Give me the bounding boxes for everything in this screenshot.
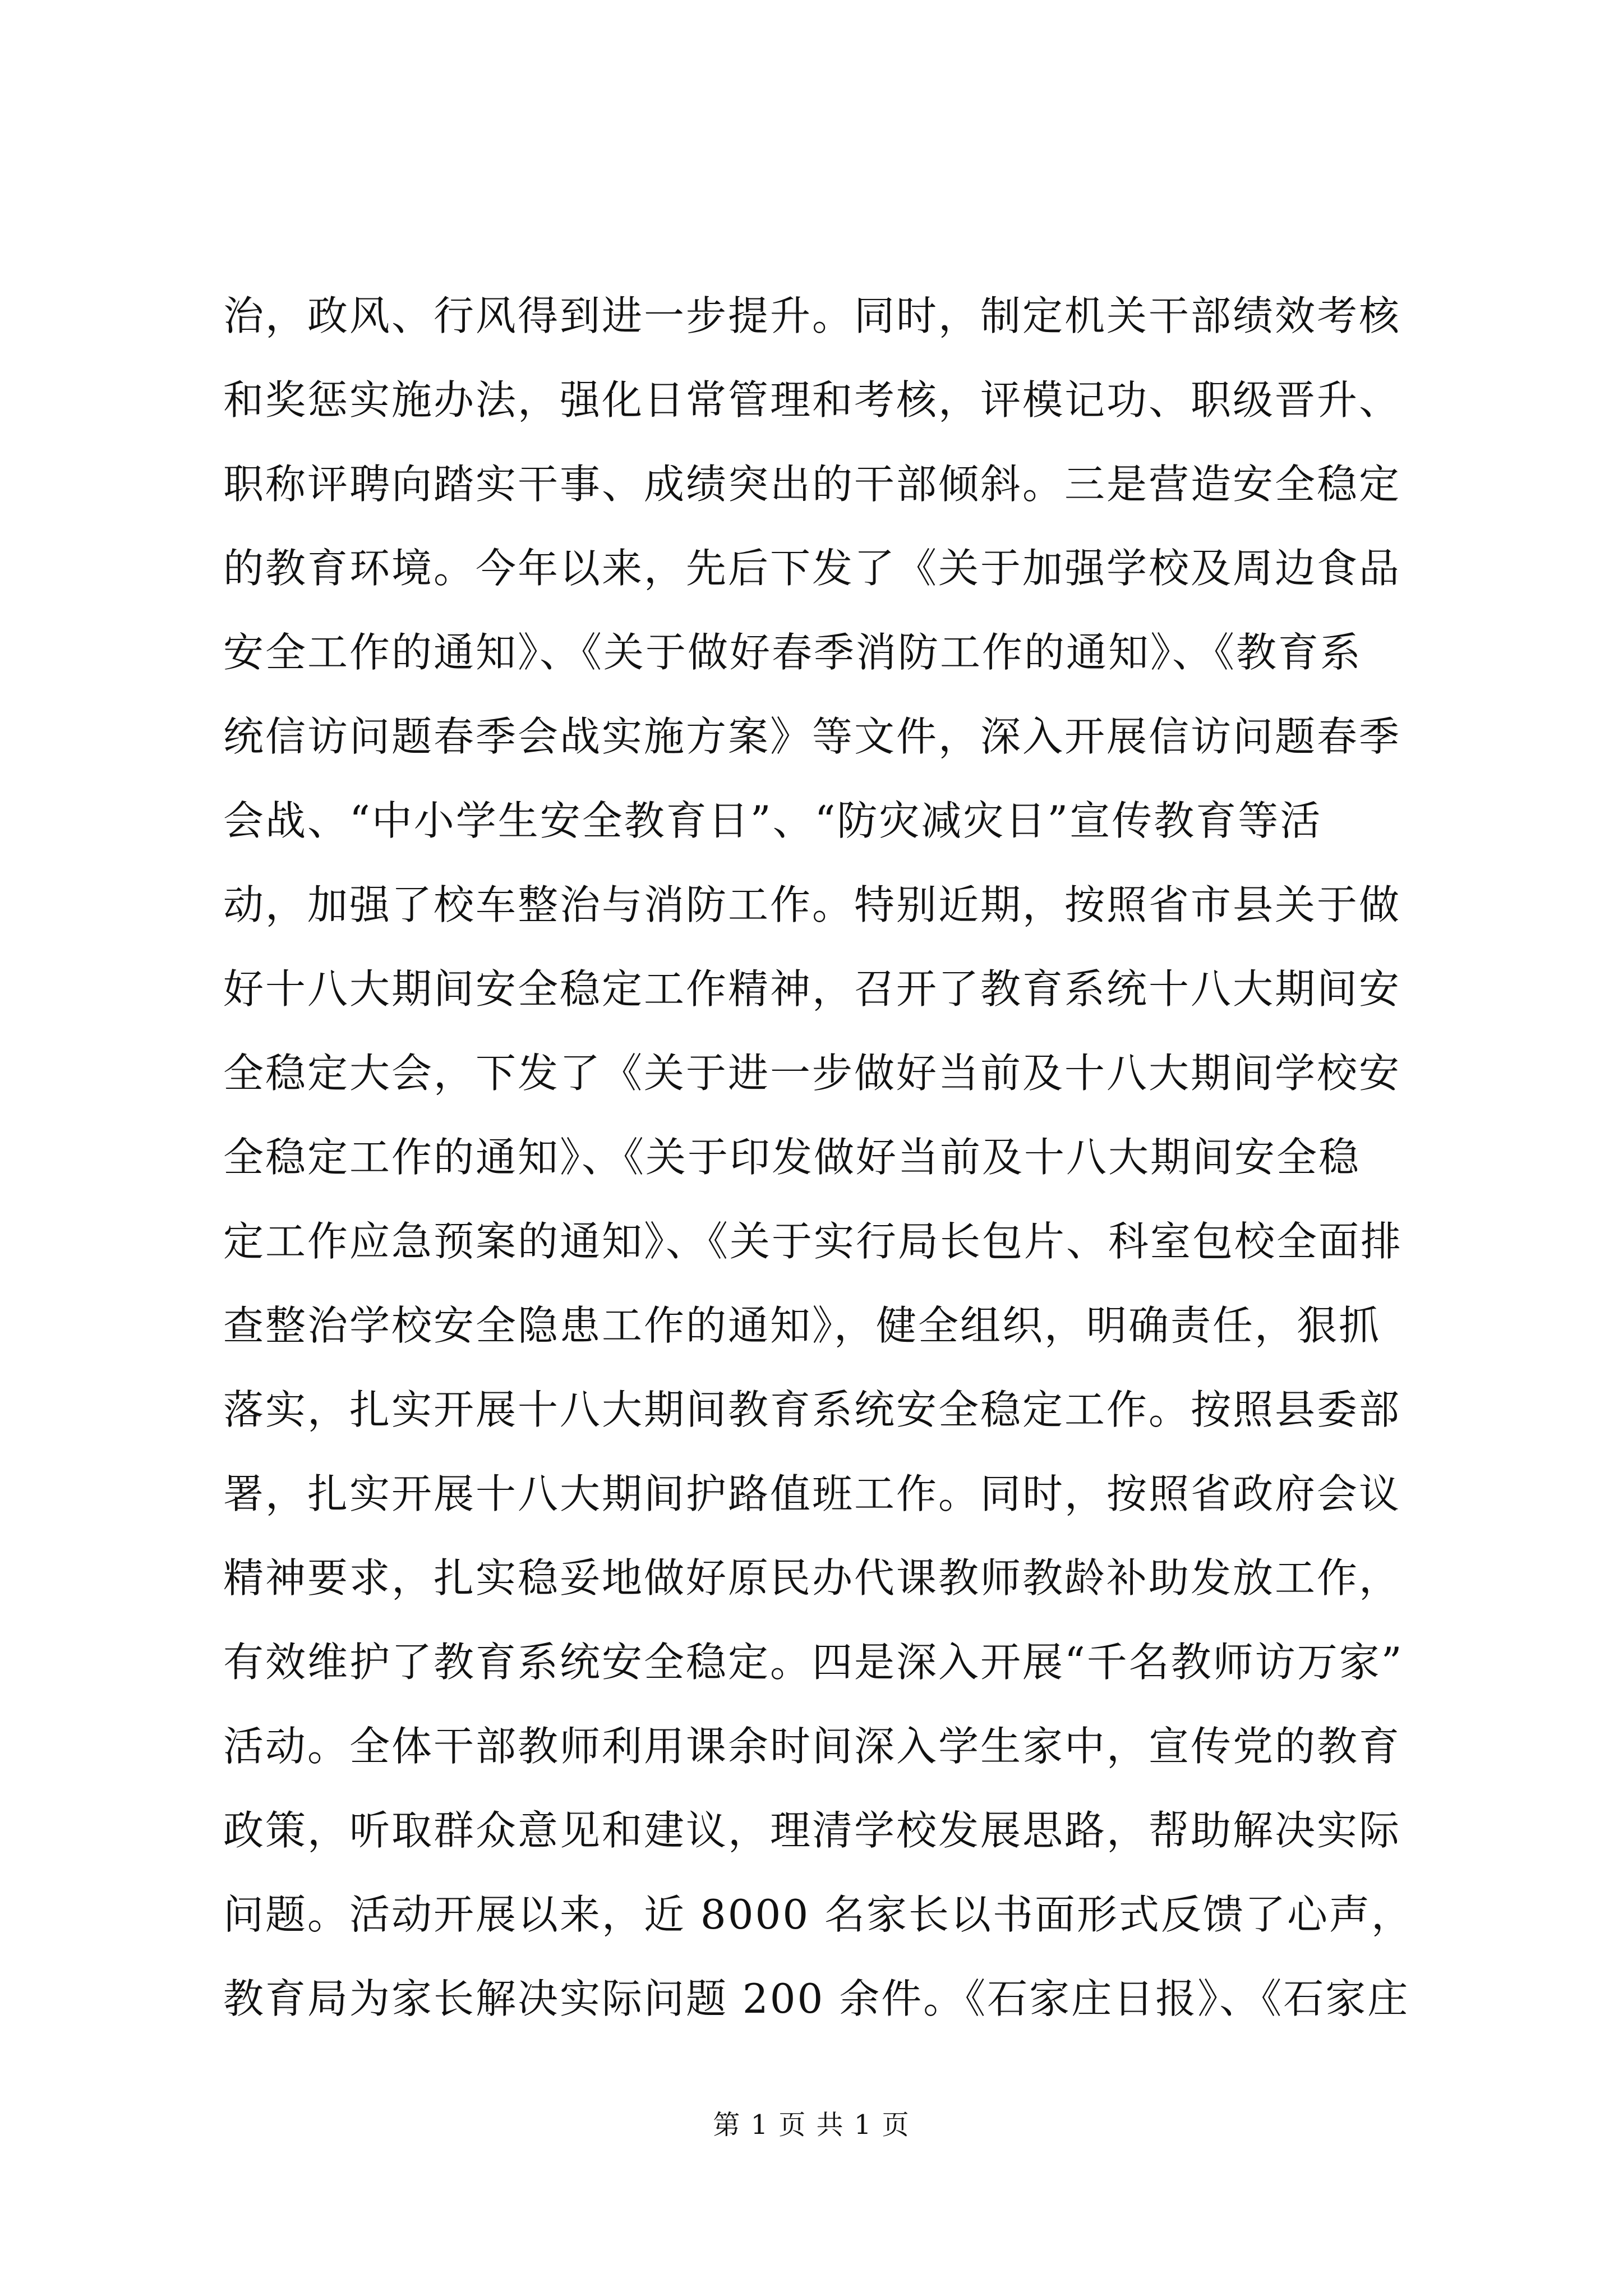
text-line: 署，扎实开展十八大期间护路值班工作。同时，按照省政府会议: [223, 1470, 1401, 1517]
page-number-label: 第 1 页 共 1 页: [713, 2109, 910, 2141]
text-line: 政策，听取群众意见和建议，理清学校发展思路，帮助解决实际: [223, 1807, 1401, 1854]
text-line: 动，加强了校车整治与消防工作。特别近期，按照省市县关于做: [223, 881, 1401, 928]
page-footer: [0, 2102, 1623, 2147]
text-line: 好十八大期间安全稳定工作精神，召开了教育系统十八大期间安: [223, 965, 1401, 1013]
text-line: 问题。活动开展以来，近 8000 名家长以书面形式反馈了心声，: [223, 1891, 1414, 1938]
text-line: 定工作应急预案的通知》、《关于实行局长包片、科室包校全面排: [223, 1218, 1403, 1265]
text-line: 全稳定工作的通知》、《关于印发做好当前及十八大期间安全稳: [223, 1134, 1361, 1181]
text-line: 查整治学校安全隐患工作的通知》，健全组织，明确责任，狠抓: [223, 1302, 1381, 1349]
text-line: 活动。全体干部教师利用课余时间深入学生家中，宣传党的教育: [223, 1723, 1401, 1770]
body-text: [223, 274, 1457, 2041]
text-line: 和奖惩实施办法，强化日常管理和考核，评模记功、职级晋升、: [223, 376, 1401, 424]
text-line: 有效维护了教育系统安全稳定。四是深入开展“千名教师访万家”: [223, 1639, 1404, 1686]
text-line: 职称评聘向踏实干事、成绩突出的干部倾斜。三是营造安全稳定: [223, 461, 1401, 508]
text-line: 会战、“中小学生安全教育日”、“防灾减灾日”宣传教育等活: [223, 797, 1322, 844]
text-line: 的教育环境。今年以来，先后下发了《关于加强学校及周边食品: [223, 545, 1401, 592]
text-line: 统信访问题春季会战实施方案》等文件，深入开展信访问题春季: [223, 713, 1401, 760]
text-line: 落实，扎实开展十八大期间教育系统安全稳定工作。按照县委部: [223, 1386, 1401, 1433]
text-line: 教育局为家长解决实际问题 200 余件。《石家庄日报》、《石家庄: [223, 1975, 1410, 2022]
text-line: 治，政风、行风得到进一步提升。同时，制定机关干部绩效考核: [223, 292, 1401, 339]
text-line: 安全工作的通知》、《关于做好春季消防工作的通知》、《教育系: [223, 629, 1363, 676]
text-line: 全稳定大会，下发了《关于进一步做好当前及十八大期间学校安: [223, 1050, 1401, 1097]
text-line: 精神要求，扎实稳妥地做好原民办代课教师教龄补助发放工作，: [223, 1554, 1401, 1602]
